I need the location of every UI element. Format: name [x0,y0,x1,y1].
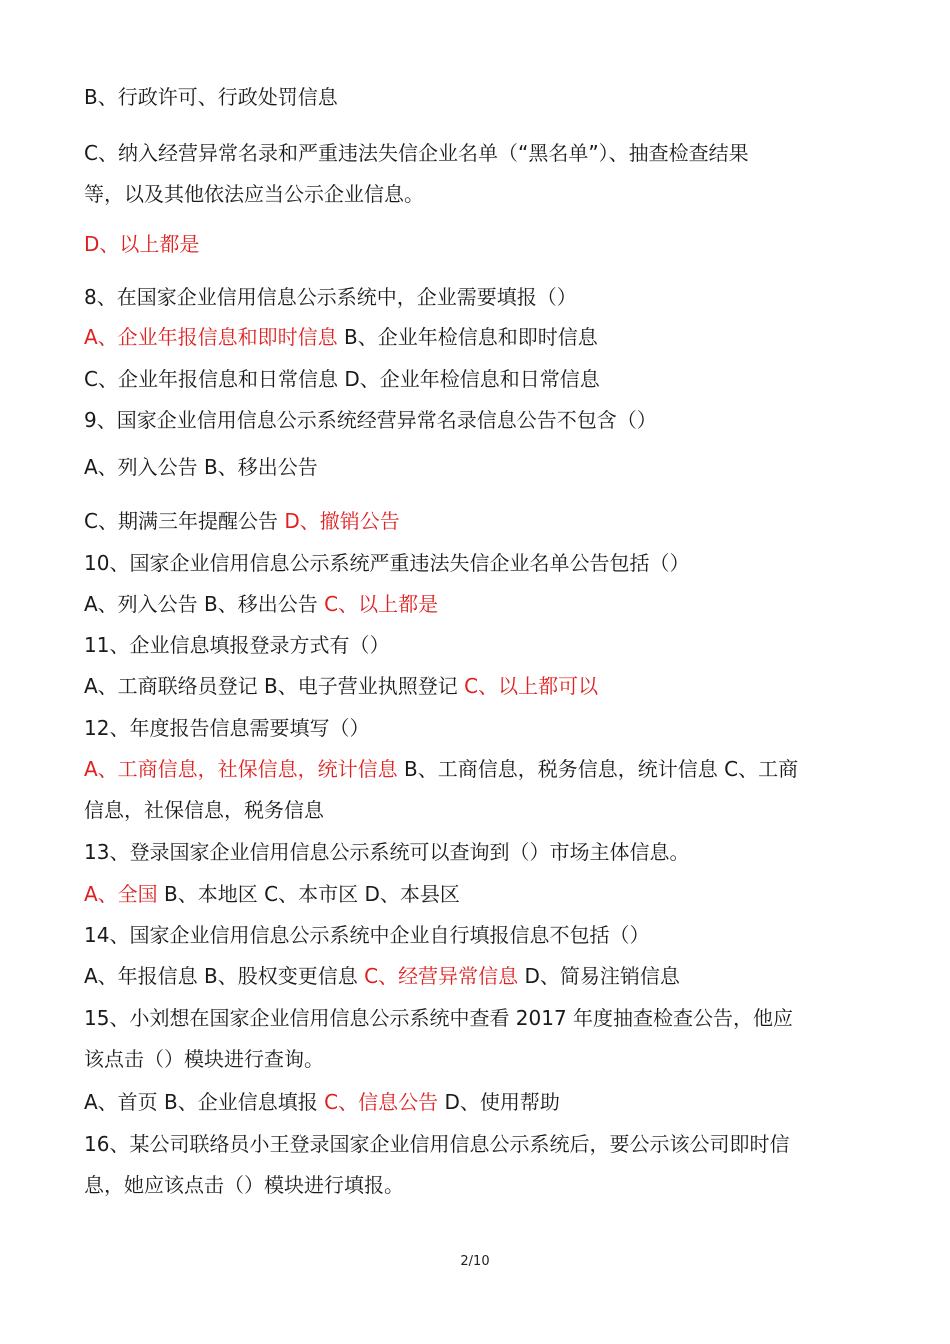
line-text: 9、国家企业信用信息公示系统经营异常名录信息公告不包含（） [84,408,657,432]
line-text: 8、在国家企业信用信息公示系统中，企业需要填报（） [84,285,577,309]
line-text: A、列入公告 B、移出公告 [84,455,318,479]
text-line [84,406,884,434]
line-text: 12、年度报告信息需要填写（） [84,716,370,740]
text-line [84,1088,884,1116]
answer-text: C、经营异常信息 [364,964,519,988]
answer-text: C、以上都可以 [464,674,599,698]
line-text: 11、企业信息填报登录方式有（） [84,633,390,657]
line-text: C、期满三年提醒公告 [84,509,285,533]
line-text: A、工商联络员登记 B、电子营业执照登记 [84,674,465,698]
line-text: 等，以及其他依法应当公示企业信息。 [84,182,424,206]
text-line [84,507,884,535]
text-line [84,962,884,990]
line-text: B、企业年检信息和即时信息 [337,325,598,349]
answer-text: C、信息公告 [324,1090,439,1114]
text-line [84,453,884,481]
line-text: 10、国家企业信用信息公示系统严重违法失信企业名单公告包括（） [84,551,690,575]
text-line [84,1004,884,1032]
answer-text: A、工商信息，社保信息，统计信息 [84,757,398,781]
line-text: D、简易注销信息 [518,964,680,988]
text-line [84,1130,884,1158]
text-line [84,880,884,908]
line-text: A、列入公告 B、移出公告 [84,592,325,616]
line-text: C、纳入经营异常名录和严重违法失信企业名单（“黑名单”）、抽查检查结果 [84,141,749,165]
line-text: B、本地区 C、本市区 D、本县区 [157,882,460,906]
line-text: 息，她应该点击（）模块进行填报。 [84,1173,404,1197]
text-line [84,549,884,577]
line-text: 该点击（）模块进行查询。 [84,1047,324,1071]
line-text: 13、登录国家企业信用信息公示系统可以查询到（）市场主体信息。 [84,840,690,864]
line-text: B、行政许可、行政处罚信息 [84,85,338,109]
line-text: 16、某公司联络员小王登录国家企业信用信息公示系统后，要公示该公司即时信 [84,1132,790,1156]
line-text: C、企业年报信息和日常信息 D、企业年检信息和日常信息 [84,367,600,391]
answer-text: A、企业年报信息和即时信息 [84,325,338,349]
text-line [84,672,884,700]
text-line [84,1045,884,1073]
text-line [84,83,884,111]
line-text: A、首页 B、企业信息填报 [84,1090,325,1114]
answer-text: A、全国 [84,882,158,906]
answer-text: D、撤销公告 [284,509,400,533]
line-text: 15、小刘想在国家企业信用信息公示系统中查看 2017 年度抽查检查公告，他应 [84,1006,794,1030]
text-line [84,323,884,351]
text-line [84,921,884,949]
line-text: A、年报信息 B、股权变更信息 [84,964,365,988]
text-line [84,714,884,742]
text-line [84,283,884,311]
text-line [84,838,884,866]
text-line [84,1171,884,1199]
text-line [84,139,884,167]
text-line [84,230,884,258]
answer-text: D、以上都是 [84,232,200,256]
text-line [84,365,884,393]
line-text: D、使用帮助 [438,1090,560,1114]
text-line [84,590,884,618]
line-text: B、工商信息，税务信息，统计信息 C、工商 [397,757,799,781]
page-number: 2/10 [460,1254,490,1269]
text-line [84,180,884,208]
text-line [84,796,884,824]
line-text: 信息，社保信息，税务信息 [84,798,324,822]
text-line [84,631,884,659]
text-line [84,755,884,783]
line-text: 14、国家企业信用信息公示系统中企业自行填报信息不包括（） [84,923,650,947]
answer-text: C、以上都是 [324,592,439,616]
